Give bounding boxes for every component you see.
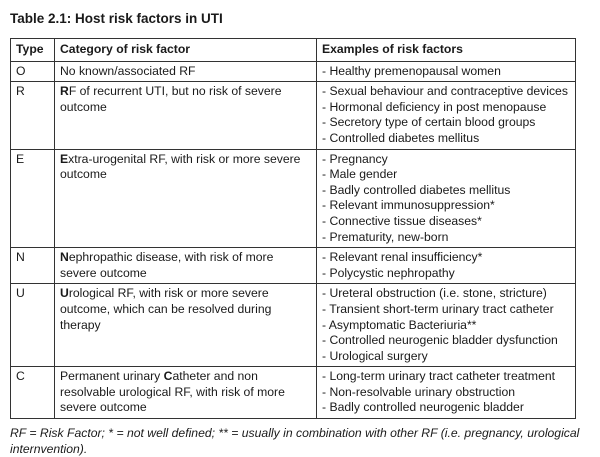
table-row xyxy=(11,149,576,248)
example-item: - Transient short-term urinary tract catheter xyxy=(322,301,554,316)
example-item: - Controlled diabetes mellitus xyxy=(322,130,480,145)
type-cell: N xyxy=(11,248,55,284)
header-examples: Examples of risk factors xyxy=(317,39,576,62)
example-item: - Secretory type of certain blood groups xyxy=(322,115,536,130)
example-item: - Controlled neurogenic bladder dysfunction xyxy=(322,333,558,348)
examples-cell xyxy=(317,61,576,82)
examples-cell xyxy=(317,149,576,248)
table-row xyxy=(11,82,576,149)
example-item: - Urological surgery xyxy=(322,348,428,363)
header-type: Type xyxy=(11,39,55,62)
category-initial: E xyxy=(60,151,69,166)
category-cell xyxy=(55,149,317,248)
table-row xyxy=(11,248,576,284)
type-cell: C xyxy=(11,367,55,419)
example-item: - Pregnancy xyxy=(322,151,388,166)
category-initial: N xyxy=(60,250,69,265)
category-cell xyxy=(55,248,317,284)
category-cell xyxy=(55,367,317,419)
category-text: rological RF, with risk or more severe outcome, which can be resolved during therapy xyxy=(60,286,272,332)
table-row xyxy=(11,61,576,82)
category-cell xyxy=(55,284,317,367)
example-item: - Connective tissue diseases* xyxy=(322,213,482,228)
example-item: - Healthy premenopausal women xyxy=(322,63,501,78)
example-item: - Asymptomatic Bacteriuria** xyxy=(322,317,477,332)
category-cell xyxy=(55,61,317,82)
example-item: - Long-term urinary tract catheter treatment xyxy=(322,369,556,384)
type-cell: U xyxy=(11,284,55,367)
category-initial: C xyxy=(163,369,173,384)
type-cell: O xyxy=(11,61,55,82)
example-item: - Relevant renal insufficiency* xyxy=(322,250,483,265)
example-item: - Hormonal deficiency in post menopause xyxy=(322,99,547,114)
category-text: xtra-urogenital RF, with risk or more severe outcome xyxy=(60,151,301,182)
example-item: - Male gender xyxy=(322,167,398,182)
example-item: - Non-resolvable urinary obstruction xyxy=(322,384,516,399)
category-cell xyxy=(55,82,317,149)
examples-cell xyxy=(317,367,576,419)
table-row xyxy=(11,367,576,419)
risk-factors-table xyxy=(10,38,576,419)
examples-cell xyxy=(317,248,576,284)
example-item: - Polycystic nephropathy xyxy=(322,265,455,280)
type-cell: R xyxy=(11,82,55,149)
example-item: - Relevant immunosuppression* xyxy=(322,198,495,213)
example-item: - Badly controlled diabetes mellitus xyxy=(322,182,511,197)
document xyxy=(10,10,592,457)
examples-cell xyxy=(317,284,576,367)
table-row xyxy=(11,284,576,367)
category-initial: U xyxy=(60,286,69,301)
category-text: No known/associated RF xyxy=(60,63,196,78)
table-footnote: RF = Risk Factor; * = not well defined; ** = usually in combination with other RF (i.e. pregnancy, urological internvention). xyxy=(10,426,580,457)
example-item: - Ureteral obstruction (i.e. stone, stricture) xyxy=(322,286,547,301)
table-header-row xyxy=(11,39,576,62)
example-item: - Badly controlled neurogenic bladder xyxy=(322,400,524,415)
category-text-before: Permanent urinary xyxy=(60,369,164,384)
example-item: - Prematurity, new-born xyxy=(322,229,449,244)
example-item: - Sexual behaviour and contraceptive devices xyxy=(322,84,568,99)
category-text: atheter and non resolvable urological RF, with risk of more severe outcome xyxy=(60,369,285,415)
type-cell: E xyxy=(11,149,55,248)
category-text: F of recurrent UTI, but no risk of severe outcome xyxy=(60,84,282,114)
header-category: Category of risk factor xyxy=(55,39,317,62)
examples-cell xyxy=(317,82,576,149)
category-text: ephropathic disease, with risk of more severe outcome xyxy=(60,250,274,280)
category-initial: R xyxy=(60,84,69,99)
table-title: Table 2.1: Host risk factors in UTI xyxy=(10,11,223,26)
